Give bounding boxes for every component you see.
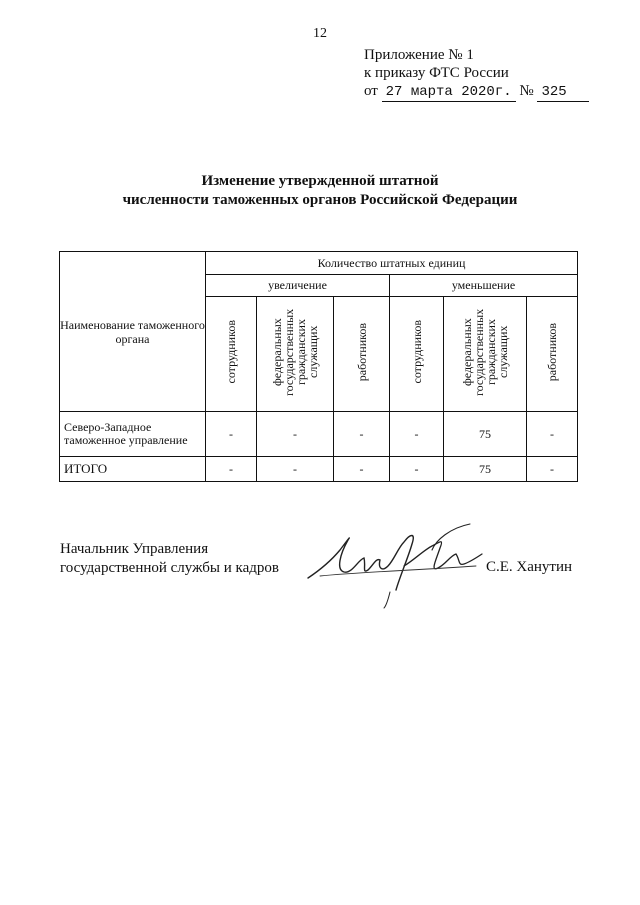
- cell-value: -: [390, 457, 444, 482]
- row-org-name: Северо-Западное таможенное управление: [60, 412, 206, 457]
- appendix-number-label: №: [519, 83, 534, 99]
- handwritten-signature-icon: [300, 520, 490, 610]
- header-inc-civil: [257, 297, 334, 412]
- header-dec-workers: [527, 297, 578, 412]
- cell-value: -: [334, 457, 390, 482]
- appendix-number: 325: [537, 83, 589, 102]
- appendix-header: [364, 46, 589, 102]
- cell-value: 75: [444, 457, 527, 482]
- header-inc-workers-label: работников: [354, 322, 369, 382]
- table-row: [60, 412, 578, 457]
- cell-value: -: [334, 412, 390, 457]
- header-org-name: Наименование таможенного органа: [60, 252, 206, 412]
- header-dec-civil-label: федеральных государственных гражданских служащих: [460, 308, 510, 396]
- table-row: [60, 457, 578, 482]
- header-inc-employees-label: сотрудников: [224, 320, 238, 384]
- header-dec-employees-label: сотрудников: [409, 320, 424, 384]
- cell-value: 75: [444, 412, 527, 457]
- header-dec-workers-label: работников: [545, 322, 560, 382]
- position-line-1: Начальник Управления: [60, 541, 209, 557]
- header-dec-civil: [444, 297, 527, 412]
- header-increase: увеличение: [206, 275, 390, 297]
- header-inc-workers: [334, 297, 390, 412]
- signer-name: С.Е. Ханутин: [486, 559, 573, 575]
- cell-value: -: [257, 457, 334, 482]
- appendix-line-1: Приложение № 1: [364, 47, 474, 63]
- signature-position: [60, 540, 279, 578]
- appendix-line-3: [364, 82, 589, 102]
- cell-value: -: [257, 412, 334, 457]
- appendix-line-2: к приказу ФТС России: [364, 65, 509, 81]
- staff-table: [59, 251, 578, 482]
- title-line-1: Изменение утвержденной штатной: [201, 173, 439, 189]
- cell-value: -: [390, 412, 444, 457]
- header-dec-employees: [390, 297, 444, 412]
- title-line-2: численности таможенных органов Российской Федерации: [122, 192, 518, 208]
- header-inc-civil-label: федеральных государственных гражданских служащих: [270, 308, 320, 396]
- appendix-date: 27 марта 2020г.: [382, 83, 516, 102]
- header-decrease: уменьшение: [390, 275, 578, 297]
- document-title: [0, 172, 640, 210]
- header-quantity: Количество штатных единиц: [206, 252, 578, 275]
- page-number: 12: [313, 26, 327, 41]
- cell-value: -: [206, 412, 257, 457]
- position-line-2: государственной службы и кадров: [60, 560, 279, 576]
- row-total-label: ИТОГО: [60, 457, 206, 482]
- cell-value: -: [527, 412, 578, 457]
- header-inc-employees: [206, 297, 257, 412]
- cell-value: -: [527, 457, 578, 482]
- appendix-date-prefix: от: [364, 83, 378, 99]
- cell-value: -: [206, 457, 257, 482]
